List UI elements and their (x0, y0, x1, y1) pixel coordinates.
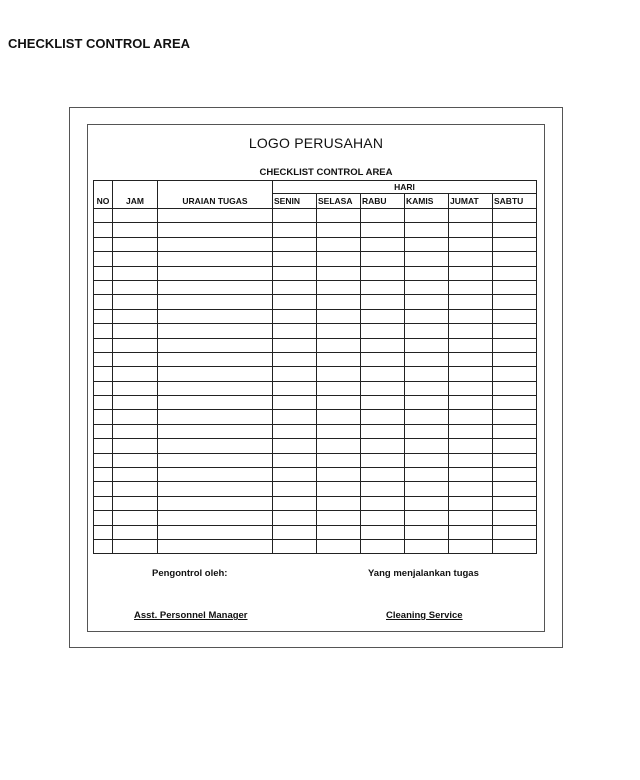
table-cell (405, 237, 449, 251)
table-cell (449, 381, 493, 395)
table-cell (361, 223, 405, 237)
table-cell (94, 511, 113, 525)
table-cell (94, 295, 113, 309)
table-cell (405, 525, 449, 539)
table-cell (94, 309, 113, 323)
table-row (94, 496, 537, 510)
table-cell (361, 453, 405, 467)
table-cell (361, 511, 405, 525)
table-cell (94, 266, 113, 280)
table-cell (361, 280, 405, 294)
table-cell (94, 439, 113, 453)
table-cell (94, 237, 113, 251)
table-cell (317, 539, 361, 553)
table-cell (493, 367, 537, 381)
table-cell (94, 396, 113, 410)
table-cell (158, 381, 273, 395)
table-cell (158, 295, 273, 309)
executor-label: Yang menjalankan tugas (368, 568, 479, 579)
table-cell (113, 410, 158, 424)
table-cell (113, 511, 158, 525)
table-cell (361, 468, 405, 482)
table-cell (317, 324, 361, 338)
table-cell (493, 309, 537, 323)
table-row (94, 410, 537, 424)
table-cell (158, 410, 273, 424)
table-cell (493, 252, 537, 266)
table-cell (113, 266, 158, 280)
table-cell (113, 324, 158, 338)
table-cell (405, 410, 449, 424)
table-row (94, 511, 537, 525)
form-image-frame (69, 107, 563, 648)
table-cell (317, 209, 361, 223)
table-cell (94, 252, 113, 266)
table-row (94, 280, 537, 294)
table-row (94, 252, 537, 266)
table-cell (361, 482, 405, 496)
table-cell (361, 324, 405, 338)
table-cell (493, 439, 537, 453)
table-cell (493, 280, 537, 294)
table-cell (361, 424, 405, 438)
table-cell (273, 410, 317, 424)
table-cell (493, 468, 537, 482)
table-cell (449, 468, 493, 482)
table-cell (273, 396, 317, 410)
table-cell (94, 468, 113, 482)
table-cell (449, 482, 493, 496)
col-header-senin: SENIN (273, 194, 317, 209)
table-cell (493, 295, 537, 309)
table-cell (493, 237, 537, 251)
table-cell (113, 439, 158, 453)
table-cell (158, 338, 273, 352)
table-row (94, 367, 537, 381)
table-cell (449, 223, 493, 237)
table-cell (493, 453, 537, 467)
page-title: CHECKLIST CONTROL AREA (8, 36, 190, 51)
table-cell (317, 439, 361, 453)
table-cell (113, 352, 158, 366)
table-cell (449, 396, 493, 410)
table-cell (317, 223, 361, 237)
table-cell (361, 237, 405, 251)
table-cell (405, 381, 449, 395)
table-cell (449, 367, 493, 381)
table-cell (449, 237, 493, 251)
table-cell (493, 539, 537, 553)
table-cell (113, 396, 158, 410)
table-cell (94, 367, 113, 381)
table-cell (405, 396, 449, 410)
table-cell (493, 424, 537, 438)
col-header-selasa: SELASA (317, 194, 361, 209)
table-cell (94, 525, 113, 539)
table-cell (449, 252, 493, 266)
table-cell (158, 352, 273, 366)
controller-name: Asst. Personnel Manager (134, 610, 248, 621)
table-cell (405, 295, 449, 309)
table-row (94, 453, 537, 467)
table-cell (493, 338, 537, 352)
table-cell (113, 496, 158, 510)
table-cell (113, 381, 158, 395)
table-cell (113, 468, 158, 482)
table-cell (94, 453, 113, 467)
col-header-hari: HARI (273, 181, 537, 194)
table-cell (361, 338, 405, 352)
table-cell (493, 511, 537, 525)
col-header-uraian-tugas: URAIAN TUGAS (158, 181, 273, 209)
table-cell (158, 396, 273, 410)
table-cell (273, 352, 317, 366)
col-header-no: NO (94, 181, 113, 209)
table-cell (94, 352, 113, 366)
table-cell (94, 482, 113, 496)
table-cell (317, 352, 361, 366)
table-cell (405, 309, 449, 323)
table-row (94, 468, 537, 482)
table-cell (449, 439, 493, 453)
table-cell (158, 482, 273, 496)
table-row (94, 424, 537, 438)
table-cell (361, 252, 405, 266)
table-cell (317, 295, 361, 309)
table-cell (405, 209, 449, 223)
table-cell (493, 525, 537, 539)
table-cell (405, 324, 449, 338)
table-cell (273, 482, 317, 496)
table-cell (449, 309, 493, 323)
table-cell (158, 511, 273, 525)
col-header-sabtu: SABTU (493, 194, 537, 209)
table-row (94, 324, 537, 338)
table-cell (273, 223, 317, 237)
table-cell (94, 209, 113, 223)
table-cell (405, 424, 449, 438)
table-row (94, 295, 537, 309)
table-cell (273, 295, 317, 309)
table-cell (493, 324, 537, 338)
table-cell (94, 280, 113, 294)
table-cell (493, 266, 537, 280)
table-cell (273, 266, 317, 280)
table-cell (493, 352, 537, 366)
table-row (94, 539, 537, 553)
table-cell (449, 539, 493, 553)
table-cell (317, 482, 361, 496)
table-cell (273, 468, 317, 482)
table-row (94, 209, 537, 223)
table-cell (94, 381, 113, 395)
table-cell (113, 237, 158, 251)
table-cell (449, 525, 493, 539)
table-row (94, 223, 537, 237)
table-cell (113, 482, 158, 496)
table-cell (449, 338, 493, 352)
executor-name: Cleaning Service (386, 610, 463, 621)
table-cell (273, 324, 317, 338)
table-row (94, 439, 537, 453)
col-header-kamis: KAMIS (405, 194, 449, 209)
table-cell (449, 324, 493, 338)
table-cell (158, 237, 273, 251)
table-cell (273, 338, 317, 352)
table-cell (94, 496, 113, 510)
table-cell (273, 367, 317, 381)
table-cell (449, 424, 493, 438)
table-cell (158, 252, 273, 266)
table-cell (405, 453, 449, 467)
table-cell (273, 237, 317, 251)
table-cell (449, 280, 493, 294)
table-cell (405, 266, 449, 280)
table-cell (113, 252, 158, 266)
table-cell (317, 266, 361, 280)
table-cell (94, 424, 113, 438)
table-cell (493, 396, 537, 410)
col-header-rabu: RABU (361, 194, 405, 209)
table-cell (158, 223, 273, 237)
table-cell (361, 396, 405, 410)
table-cell (493, 223, 537, 237)
table-cell (317, 367, 361, 381)
table-cell (405, 252, 449, 266)
checklist-table (93, 180, 537, 554)
table-cell (405, 352, 449, 366)
table-cell (158, 496, 273, 510)
table-cell (361, 496, 405, 510)
col-header-jam: JAM (113, 181, 158, 209)
table-cell (449, 266, 493, 280)
table-cell (158, 539, 273, 553)
table-cell (273, 453, 317, 467)
table-cell (493, 209, 537, 223)
table-cell (449, 295, 493, 309)
table-cell (94, 539, 113, 553)
table-cell (113, 280, 158, 294)
table-cell (493, 482, 537, 496)
table-cell (449, 496, 493, 510)
table-cell (158, 309, 273, 323)
table-cell (113, 424, 158, 438)
form-inner-border (87, 124, 545, 632)
table-cell (158, 324, 273, 338)
table-row (94, 352, 537, 366)
table-cell (317, 496, 361, 510)
table-cell (493, 381, 537, 395)
table-cell (158, 367, 273, 381)
table-cell (113, 367, 158, 381)
table-cell (493, 496, 537, 510)
table-cell (317, 410, 361, 424)
table-cell (113, 539, 158, 553)
col-header-jumat: JUMAT (449, 194, 493, 209)
table-cell (405, 280, 449, 294)
table-row (94, 482, 537, 496)
table-cell (361, 367, 405, 381)
table-cell (449, 352, 493, 366)
table-row (94, 381, 537, 395)
table-cell (94, 338, 113, 352)
table-cell (361, 525, 405, 539)
table-cell (317, 468, 361, 482)
table-cell (273, 439, 317, 453)
table-cell (317, 511, 361, 525)
form-title: CHECKLIST CONTROL AREA (259, 167, 393, 178)
table-cell (317, 525, 361, 539)
table-cell (273, 539, 317, 553)
table-cell (449, 453, 493, 467)
table-cell (113, 223, 158, 237)
table-row (94, 237, 537, 251)
table-row (94, 396, 537, 410)
table-row (94, 309, 537, 323)
table-cell (405, 338, 449, 352)
table-cell (113, 338, 158, 352)
table-cell (273, 252, 317, 266)
table-cell (94, 324, 113, 338)
table-cell (273, 309, 317, 323)
table-cell (449, 511, 493, 525)
table-cell (405, 468, 449, 482)
table-cell (158, 209, 273, 223)
table-cell (449, 410, 493, 424)
table-row (94, 525, 537, 539)
table-cell (361, 410, 405, 424)
table-row (94, 266, 537, 280)
table-cell (317, 338, 361, 352)
table-cell (158, 468, 273, 482)
table-cell (113, 453, 158, 467)
table-cell (94, 223, 113, 237)
table-cell (158, 266, 273, 280)
table-cell (493, 410, 537, 424)
table-cell (317, 381, 361, 395)
table-cell (361, 352, 405, 366)
table-cell (273, 381, 317, 395)
table-cell (361, 309, 405, 323)
table-cell (317, 453, 361, 467)
table-cell (361, 539, 405, 553)
table-cell (449, 209, 493, 223)
table-cell (158, 439, 273, 453)
table-cell (317, 280, 361, 294)
table-cell (273, 280, 317, 294)
table-cell (113, 209, 158, 223)
table-cell (113, 295, 158, 309)
table-cell (158, 525, 273, 539)
table-cell (158, 280, 273, 294)
checklist-body (94, 209, 537, 554)
table-cell (361, 439, 405, 453)
table-cell (113, 309, 158, 323)
table-cell (158, 424, 273, 438)
table-cell (273, 424, 317, 438)
table-cell (405, 482, 449, 496)
table-cell (405, 511, 449, 525)
table-cell (273, 525, 317, 539)
table-cell (405, 439, 449, 453)
table-cell (361, 209, 405, 223)
table-cell (405, 223, 449, 237)
table-cell (317, 237, 361, 251)
table-cell (361, 295, 405, 309)
table-cell (273, 511, 317, 525)
company-logo-text: LOGO PERUSAHAN (248, 135, 384, 151)
table-cell (361, 266, 405, 280)
table-cell (317, 309, 361, 323)
table-cell (361, 381, 405, 395)
table-cell (317, 396, 361, 410)
table-cell (158, 453, 273, 467)
table-cell (405, 539, 449, 553)
table-cell (94, 410, 113, 424)
controller-label: Pengontrol oleh: (152, 568, 228, 579)
table-cell (273, 209, 317, 223)
table-row (94, 338, 537, 352)
table-cell (273, 496, 317, 510)
table-cell (317, 424, 361, 438)
table-cell (405, 367, 449, 381)
table-cell (113, 525, 158, 539)
table-cell (405, 496, 449, 510)
table-cell (317, 252, 361, 266)
